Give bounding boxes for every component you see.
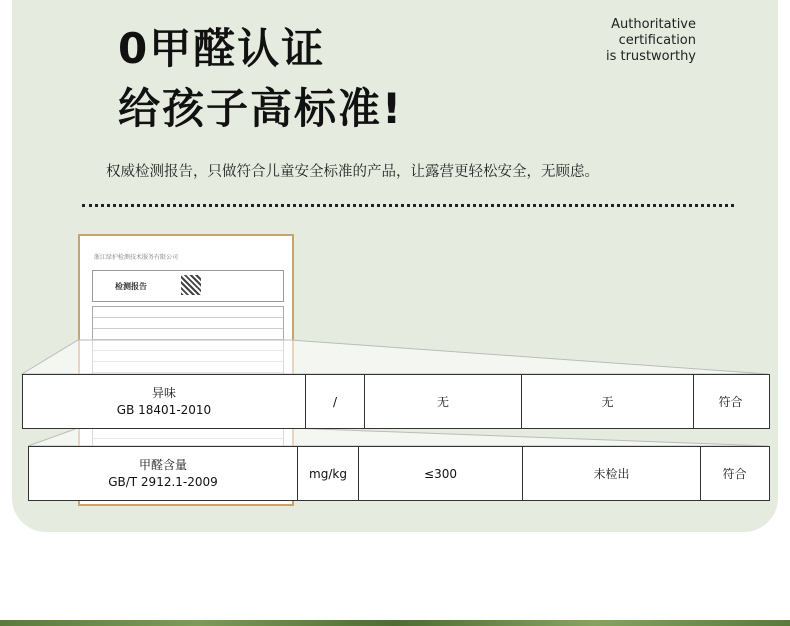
verdict-cell: 符合 [693,375,767,428]
report-header: 浙江绿护检测技术服务有限公司 [94,254,179,261]
requirement-cell: 无 [364,375,521,428]
item-name: 异味 [151,385,176,400]
tagline-line-1: Authoritative [611,17,696,32]
item-standard: GB/T 2912.1-2009 [108,474,218,489]
grass-photo-strip [0,620,790,626]
requirement-cell: ≤300 [358,447,522,500]
item-cell [23,375,305,428]
result-cell: 无 [521,375,693,428]
table-row [22,374,770,429]
qr-code-icon [181,275,201,295]
tagline-line-2: certification [618,33,696,48]
item-cell [29,447,297,500]
report-info-box [92,270,284,302]
dotted-divider [82,204,734,207]
description: 权威检测报告，只做符合儿童安全标准的产品，让露营更轻松安全，无顾虑。 [106,164,599,180]
item-standard: GB 18401-2010 [116,402,212,417]
english-tagline [600,17,696,65]
tagline-line-3: is trustworthy [605,49,696,64]
unit-cell: / [305,375,364,428]
result-cell: 未检出 [522,447,700,500]
report-title: 检测报告 [115,282,147,291]
headline-line-2: 给孩子高标准! [118,84,404,133]
verdict-cell: 符合 [700,447,768,500]
table-row [28,446,770,501]
unit-cell: mg/kg [297,447,358,500]
headline-line-1: 0甲醛认证 [118,24,326,73]
item-name: 甲醛含量 [138,457,187,472]
